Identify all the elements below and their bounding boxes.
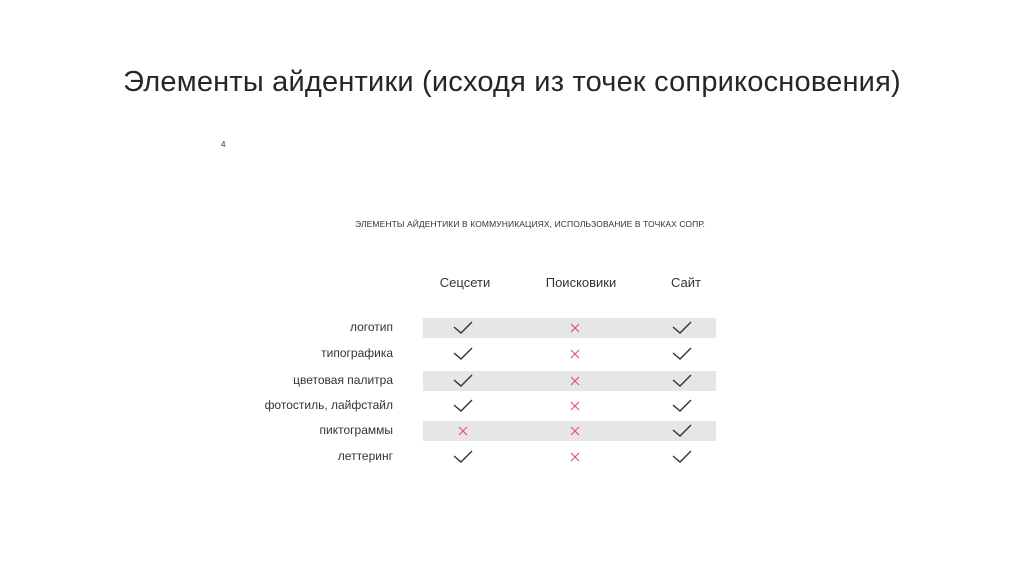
column-header-social: Сецсети	[439, 275, 491, 290]
check-icon	[453, 396, 473, 416]
check-icon	[453, 318, 473, 338]
table-row	[196, 447, 716, 467]
cross-icon	[565, 371, 585, 391]
row-label: леттеринг	[337, 449, 393, 463]
row-label: логотип	[349, 320, 393, 334]
check-icon	[672, 371, 692, 391]
check-icon	[672, 396, 692, 416]
cross-icon	[565, 396, 585, 416]
page-number: 4	[221, 140, 226, 149]
column-header-site: Сайт	[671, 275, 701, 290]
check-icon	[672, 344, 692, 364]
cross-icon	[565, 318, 585, 338]
cross-icon	[453, 421, 473, 441]
row-label: типографика	[321, 346, 393, 360]
column-header-search: Поисковики	[545, 275, 617, 290]
check-icon	[672, 421, 692, 441]
table-subtitle: ЭЛЕМЕНТЫ АЙДЕНТИКИ В КОММУНИКАЦИЯХ, ИСПОЛЬЗОВАНИЕ В ТОЧКАХ СОПР.	[355, 219, 705, 229]
table-row	[196, 421, 716, 441]
check-icon	[672, 447, 692, 467]
slide-title: Элементы айдентики (исходя из точек соприкосновения)	[123, 66, 901, 98]
table-row	[196, 318, 716, 338]
check-icon	[453, 344, 473, 364]
table-row	[196, 344, 716, 364]
check-icon	[672, 318, 692, 338]
row-label: фотостиль, лайфстайл	[264, 398, 393, 412]
table-row	[196, 396, 716, 416]
table-row	[196, 371, 716, 391]
row-label: цветовая палитра	[293, 373, 393, 387]
check-icon	[453, 371, 473, 391]
row-label: пиктограммы	[319, 423, 393, 437]
cross-icon	[565, 421, 585, 441]
cross-icon	[565, 447, 585, 467]
check-icon	[453, 447, 473, 467]
cross-icon	[565, 344, 585, 364]
